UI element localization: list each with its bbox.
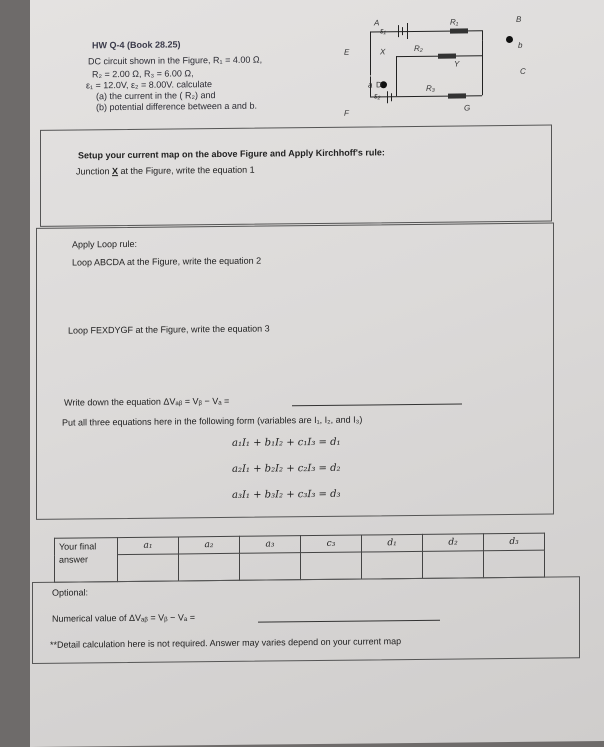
answer-cell-d3[interactable] [484, 550, 545, 578]
label-a-lower: a [368, 80, 373, 90]
header-d2: d₂ [423, 534, 484, 552]
put-all-instruction: Put all three equations here in the following form (variables are I₁, I₂, and I₃) [62, 414, 363, 428]
label-d: D [376, 80, 382, 90]
detail-note: **Detail calculation here is not required. Answer may varies depend on your current map [50, 636, 402, 650]
label-b-upper: B [516, 14, 522, 24]
problem-line-5: (b) potential difference between a and b. [96, 100, 257, 113]
label-emf-2: ε₂ [374, 91, 381, 101]
junction-x: X [112, 166, 119, 177]
loop-rule-title: Apply Loop rule: [72, 238, 138, 250]
answer-cell-c3[interactable] [301, 552, 362, 580]
answer-cell-d2[interactable] [423, 551, 484, 579]
loop-abcda-instruction: Loop ABCDA at the Figure, write the equation 2 [72, 255, 262, 268]
battery-e2-plate-b [391, 93, 392, 101]
loop-fexdygf-instruction: Loop FEXDYGF at the Figure, write the equation 3 [68, 323, 270, 336]
label-b-lower: b [518, 40, 523, 50]
resistor-r1 [450, 28, 468, 33]
header-a2: a₂ [179, 536, 240, 554]
answer-cell-a3[interactable] [240, 553, 301, 581]
delta-v-instruction: Write down the equation ΔVₐᵦ = Vᵦ − Vₐ = [64, 395, 230, 408]
junction-suffix: at the Figure, write the equation 1 [118, 164, 255, 177]
answer-row-label-line1: Your final [59, 541, 97, 552]
header-c3: c₃ [301, 535, 362, 553]
numerical-delta-v: Numerical value of ΔVₐᵦ = Vᵦ − Vₐ = [52, 612, 195, 624]
resistor-r3 [448, 93, 466, 98]
problem-header: HW Q-4 (Book 28.25) [92, 39, 181, 51]
setup-instruction: Setup your current map on the above Figure and Apply Kirchhoff's rule: [78, 147, 385, 161]
battery-e1-plate-c [407, 23, 408, 39]
answer-cell-d1[interactable] [362, 551, 423, 579]
answer-row-label-line2: answer [59, 554, 89, 565]
wire-x-d [396, 56, 397, 96]
terminal-b-dot [506, 36, 513, 43]
answer-cell-a1[interactable] [118, 554, 179, 582]
wire-left-top [370, 31, 371, 75]
problem-line-3: ε₁ = 12.0V, ε₂ = 8.00V. calculate [86, 79, 212, 91]
battery-e1-plate-a [398, 25, 399, 37]
label-emf-1: ε₁ [380, 26, 387, 36]
loop-section-box [36, 223, 554, 520]
equation-2: a₂I₁ + b₂I₂ + c₂I₃ = d₂ [232, 462, 341, 475]
battery-e1-plate-b [402, 27, 403, 35]
answer-table [54, 533, 545, 583]
equation-1: a₁I₁ + b₁I₂ + c₁I₃ = d₁ [232, 436, 341, 449]
label-e: E [344, 47, 350, 57]
answer-row-label [55, 538, 118, 583]
label-r3: R₃ [426, 83, 435, 93]
wire-right-top [482, 30, 483, 40]
label-x: X [380, 47, 386, 57]
label-y: Y [454, 59, 460, 69]
battery-e2-plate-a [387, 91, 388, 103]
optional-title: Optional: [52, 587, 89, 598]
label-f: F [344, 108, 349, 118]
problem-line-4: (a) the current in the ( R₂) and [96, 90, 216, 102]
junction-instruction [76, 165, 255, 177]
header-a3: a₃ [240, 536, 301, 554]
header-a1: a₁ [118, 537, 179, 555]
answer-cell-a2[interactable] [179, 553, 240, 581]
wire-right [482, 40, 483, 95]
label-r1: R₁ [450, 17, 459, 27]
label-r2: R₂ [414, 43, 423, 53]
label-g: G [464, 103, 471, 113]
label-c: C [520, 66, 526, 76]
junction-prefix: Junction [76, 166, 113, 177]
problem-line-1: DC circuit shown in the Figure, R₁ = 4.00 Ω, [88, 54, 263, 67]
worksheet-page [30, 0, 604, 747]
resistor-r2 [438, 54, 456, 59]
header-d1: d₁ [362, 534, 423, 552]
label-a-upper: A [374, 18, 380, 28]
problem-line-2: R₂ = 2.00 Ω, R₃ = 6.00 Ω, [92, 68, 194, 80]
header-d3: d₃ [484, 533, 545, 551]
equation-3: a₃I₁ + b₃I₂ + c₃I₃ = d₃ [232, 488, 341, 501]
